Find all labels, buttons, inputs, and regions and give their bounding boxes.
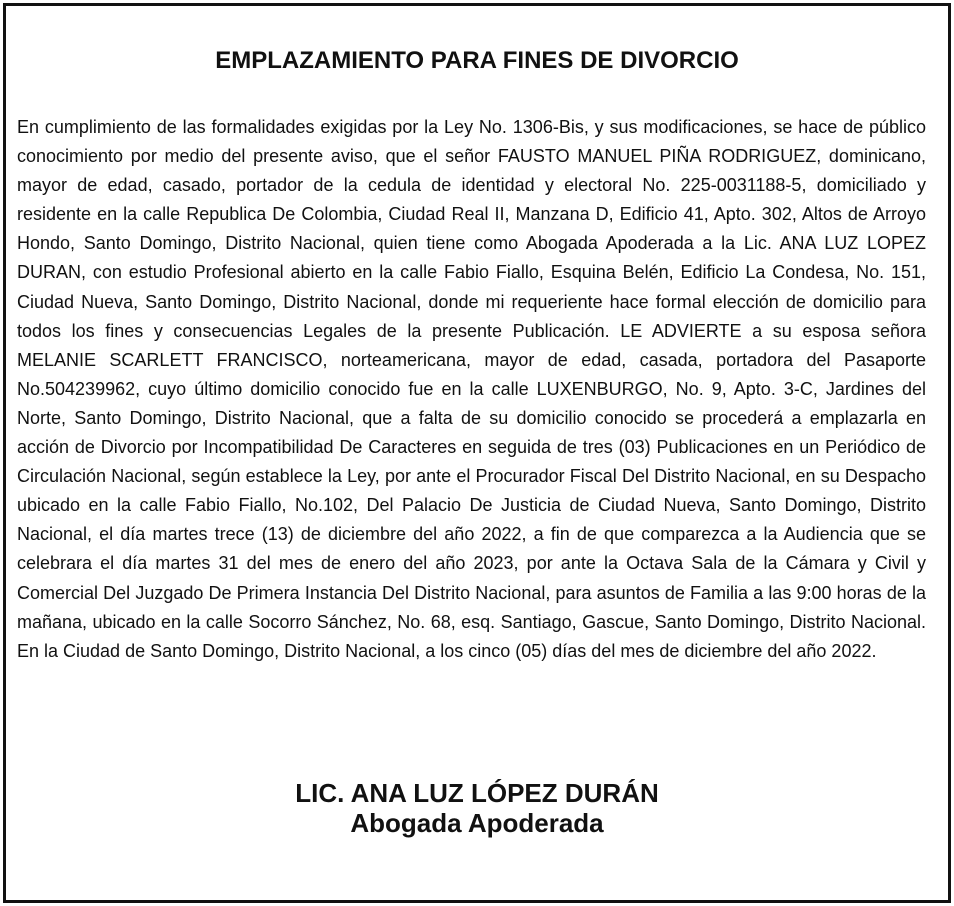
signature-name: LIC. ANA LUZ LÓPEZ DURÁN (295, 778, 659, 808)
notice-body: En cumplimiento de las formalidades exigidas por la Ley No. 1306-Bis, y sus modificaciones, se hace de público conocimiento por medio del presente aviso, que el señor FAUSTO MANUEL PIÑA RODRIGUEZ, dominicano, mayor de edad, casado, portador de la cedula de identidad y electoral No. 225-0031188-5, domiciliado y residente en la calle Republica De Colombia, Ciudad Real II, Manzana D, Edificio 41, Apto. 302, Altos de Arroyo Hondo, Santo Domingo, Distrito Nacional, quien tiene como Abogada Apoderada a la Lic. ANA LUZ LOPEZ DURAN, con estudio Profesional abierto en la calle Fabio Fiallo, Esquina Belén, Edificio La Condesa, No. 151, Ciudad Nueva, Santo Domingo, Distrito Nacional, donde mi requeriente hace formal elección de domicilio para todos los fines y consecuencias Legales de la presente Publicación. LE ADVIERTE a su esposa señora MELANIE SCARLETT FRANCISCO, norteamericana, mayor de edad, casada, portadora del Pasaporte No.504239962, cuyo último domicilio conocido fue en la calle LUXENBURGO, No. 9, Apto. 3-C, Jardines del Norte, Santo Domingo, Distrito Nacional, que a falta de su domicilio conocido se procederá a emplazarla en acción de Divorcio por Incompatibilidad De Caracteres en seguida de tres (03) Publicaciones en un Periódico de Circulación Nacional, según establece la Ley, por ante el Procurador Fiscal Del Distrito Nacional, en su Despacho ubicado en la calle Fabio Fiallo, No.102, Del Palacio De Justicia de Ciudad Nueva, Santo Domingo, Distrito Nacional, el día martes trece (13) de diciembre del año 2022, a fin de que comparezca a la Audiencia que se celebrara el día martes 31 del mes de enero del año 2023, por ante la Octava Sala de la Cámara y Civil y Comercial Del Juzgado De Primera Instancia Del Distrito Nacional, para asuntos de Familia a las 9:00 horas de la mañana, ubicado en la calle Socorro Sánchez, No. 68, esq. Santiago, Gascue, Santo Domingo, Distrito Nacional. En la Ciudad de Santo Domingo, Distrito Nacional, a los cinco (05) días del mes de diciembre del año 2022. (17, 117, 926, 661)
notice-title: EMPLAZAMIENTO PARA FINES DE DIVORCIO (215, 47, 739, 74)
signature-role: Abogada Apoderada (350, 808, 604, 838)
signature-block (0, 778, 954, 838)
